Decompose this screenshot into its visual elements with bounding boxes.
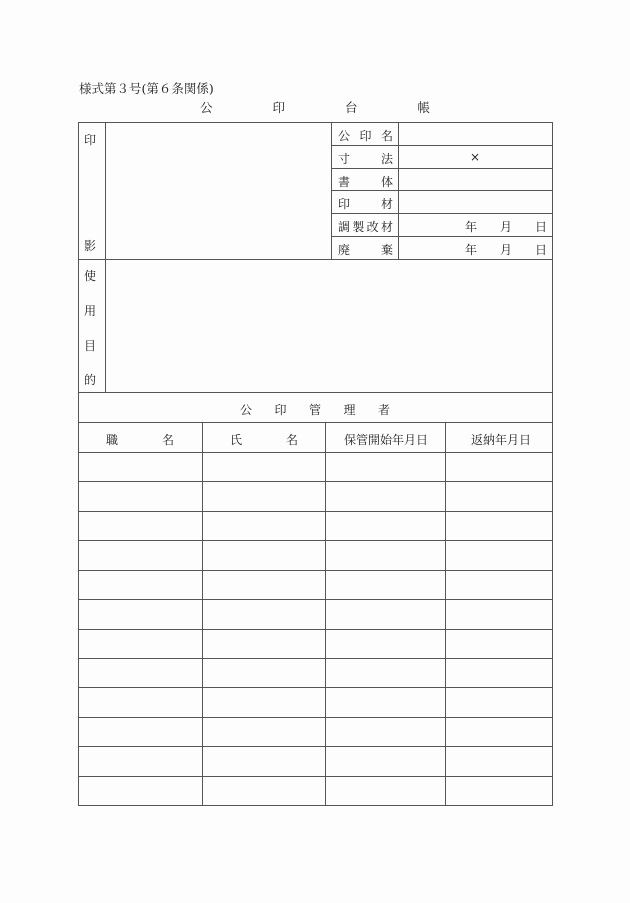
managers-section-title: 公 印 管 理 者: [240, 403, 390, 417]
custody-start-cell[interactable]: [326, 659, 445, 687]
disposal-date-field[interactable]: 年 月 日: [465, 243, 547, 257]
frame-right: [552, 122, 553, 806]
column-header-return-date: 返納年月日: [471, 433, 532, 447]
custody-start-cell[interactable]: [326, 688, 445, 716]
title-cell[interactable]: [79, 600, 202, 628]
name-cell[interactable]: [203, 541, 325, 569]
name-cell[interactable]: [203, 482, 325, 510]
title-cell[interactable]: [79, 541, 202, 569]
return-date-cell[interactable]: [446, 482, 552, 510]
return-date-cell[interactable]: [446, 659, 552, 687]
title-cell[interactable]: [79, 630, 202, 658]
column-header-title: 職 名: [106, 433, 174, 447]
purpose-label-3: 目: [84, 339, 97, 353]
title-cell[interactable]: [79, 512, 202, 540]
dimensions-field[interactable]: ×: [470, 150, 481, 164]
seal-name-label: 公 印 名: [338, 129, 393, 143]
custody-start-cell[interactable]: [326, 600, 445, 628]
column-header-custody-start: 保管開始年月日: [344, 433, 429, 447]
return-date-cell[interactable]: [446, 777, 552, 805]
return-date-cell[interactable]: [446, 630, 552, 658]
custody-start-cell[interactable]: [326, 571, 445, 599]
name-cell[interactable]: [203, 600, 325, 628]
name-cell[interactable]: [203, 512, 325, 540]
name-cell[interactable]: [203, 747, 325, 775]
title-cell[interactable]: [79, 747, 202, 775]
made-revised-date-field[interactable]: 年 月 日: [465, 220, 547, 234]
purpose-label-4: 的: [84, 373, 97, 387]
purpose-label-2: 用: [84, 304, 97, 318]
title-cell[interactable]: [79, 482, 202, 510]
return-date-cell[interactable]: [446, 600, 552, 628]
frame-bottom: [78, 805, 553, 806]
return-date-cell[interactable]: [446, 571, 552, 599]
custody-start-cell[interactable]: [326, 747, 445, 775]
name-cell[interactable]: [203, 718, 325, 746]
typeface-label: 書 体: [338, 175, 393, 189]
return-date-cell[interactable]: [446, 453, 552, 481]
info-row-line: [331, 213, 553, 214]
custody-start-cell[interactable]: [326, 482, 445, 510]
seal-label-top: 印: [84, 133, 97, 147]
info-row-line: [331, 145, 553, 146]
managers-header-line: [78, 422, 553, 423]
title-cell[interactable]: [79, 777, 202, 805]
custody-start-cell[interactable]: [326, 777, 445, 805]
return-date-cell[interactable]: [446, 512, 552, 540]
name-cell[interactable]: [203, 630, 325, 658]
form-number: 様式第３号(第６条関係): [79, 81, 214, 96]
section-divider-2: [78, 392, 553, 393]
seal-label-bottom: 影: [84, 239, 97, 253]
custody-start-cell[interactable]: [326, 630, 445, 658]
purpose-label-1: 使: [84, 269, 97, 283]
column-header-name: 氏 名: [230, 433, 298, 447]
dimensions-label: 寸 法: [338, 152, 393, 166]
name-cell[interactable]: [203, 659, 325, 687]
name-cell[interactable]: [203, 453, 325, 481]
return-date-cell[interactable]: [446, 718, 552, 746]
return-date-cell[interactable]: [446, 688, 552, 716]
name-cell[interactable]: [203, 571, 325, 599]
name-cell[interactable]: [203, 777, 325, 805]
return-date-cell[interactable]: [446, 747, 552, 775]
title-cell[interactable]: [79, 453, 202, 481]
made-revised-label: 調 製 改 材: [338, 220, 393, 234]
title-cell[interactable]: [79, 571, 202, 599]
title-cell[interactable]: [79, 659, 202, 687]
material-label: 印 材: [338, 197, 393, 211]
seal-name-field[interactable]: [399, 123, 552, 145]
typeface-field[interactable]: [399, 169, 552, 190]
purpose-field[interactable]: [106, 260, 552, 392]
material-field[interactable]: [399, 191, 552, 213]
return-date-cell[interactable]: [446, 541, 552, 569]
custody-start-cell[interactable]: [326, 541, 445, 569]
seal-impression-area[interactable]: [106, 123, 331, 259]
title-cell[interactable]: [79, 718, 202, 746]
custody-start-cell[interactable]: [326, 453, 445, 481]
custody-start-cell[interactable]: [326, 512, 445, 540]
disposal-label: 廃 棄: [338, 243, 393, 257]
page-title: 公 印 台 帳: [200, 100, 430, 115]
info-row-line: [331, 236, 553, 237]
title-cell[interactable]: [79, 688, 202, 716]
name-cell[interactable]: [203, 688, 325, 716]
custody-start-cell[interactable]: [326, 718, 445, 746]
